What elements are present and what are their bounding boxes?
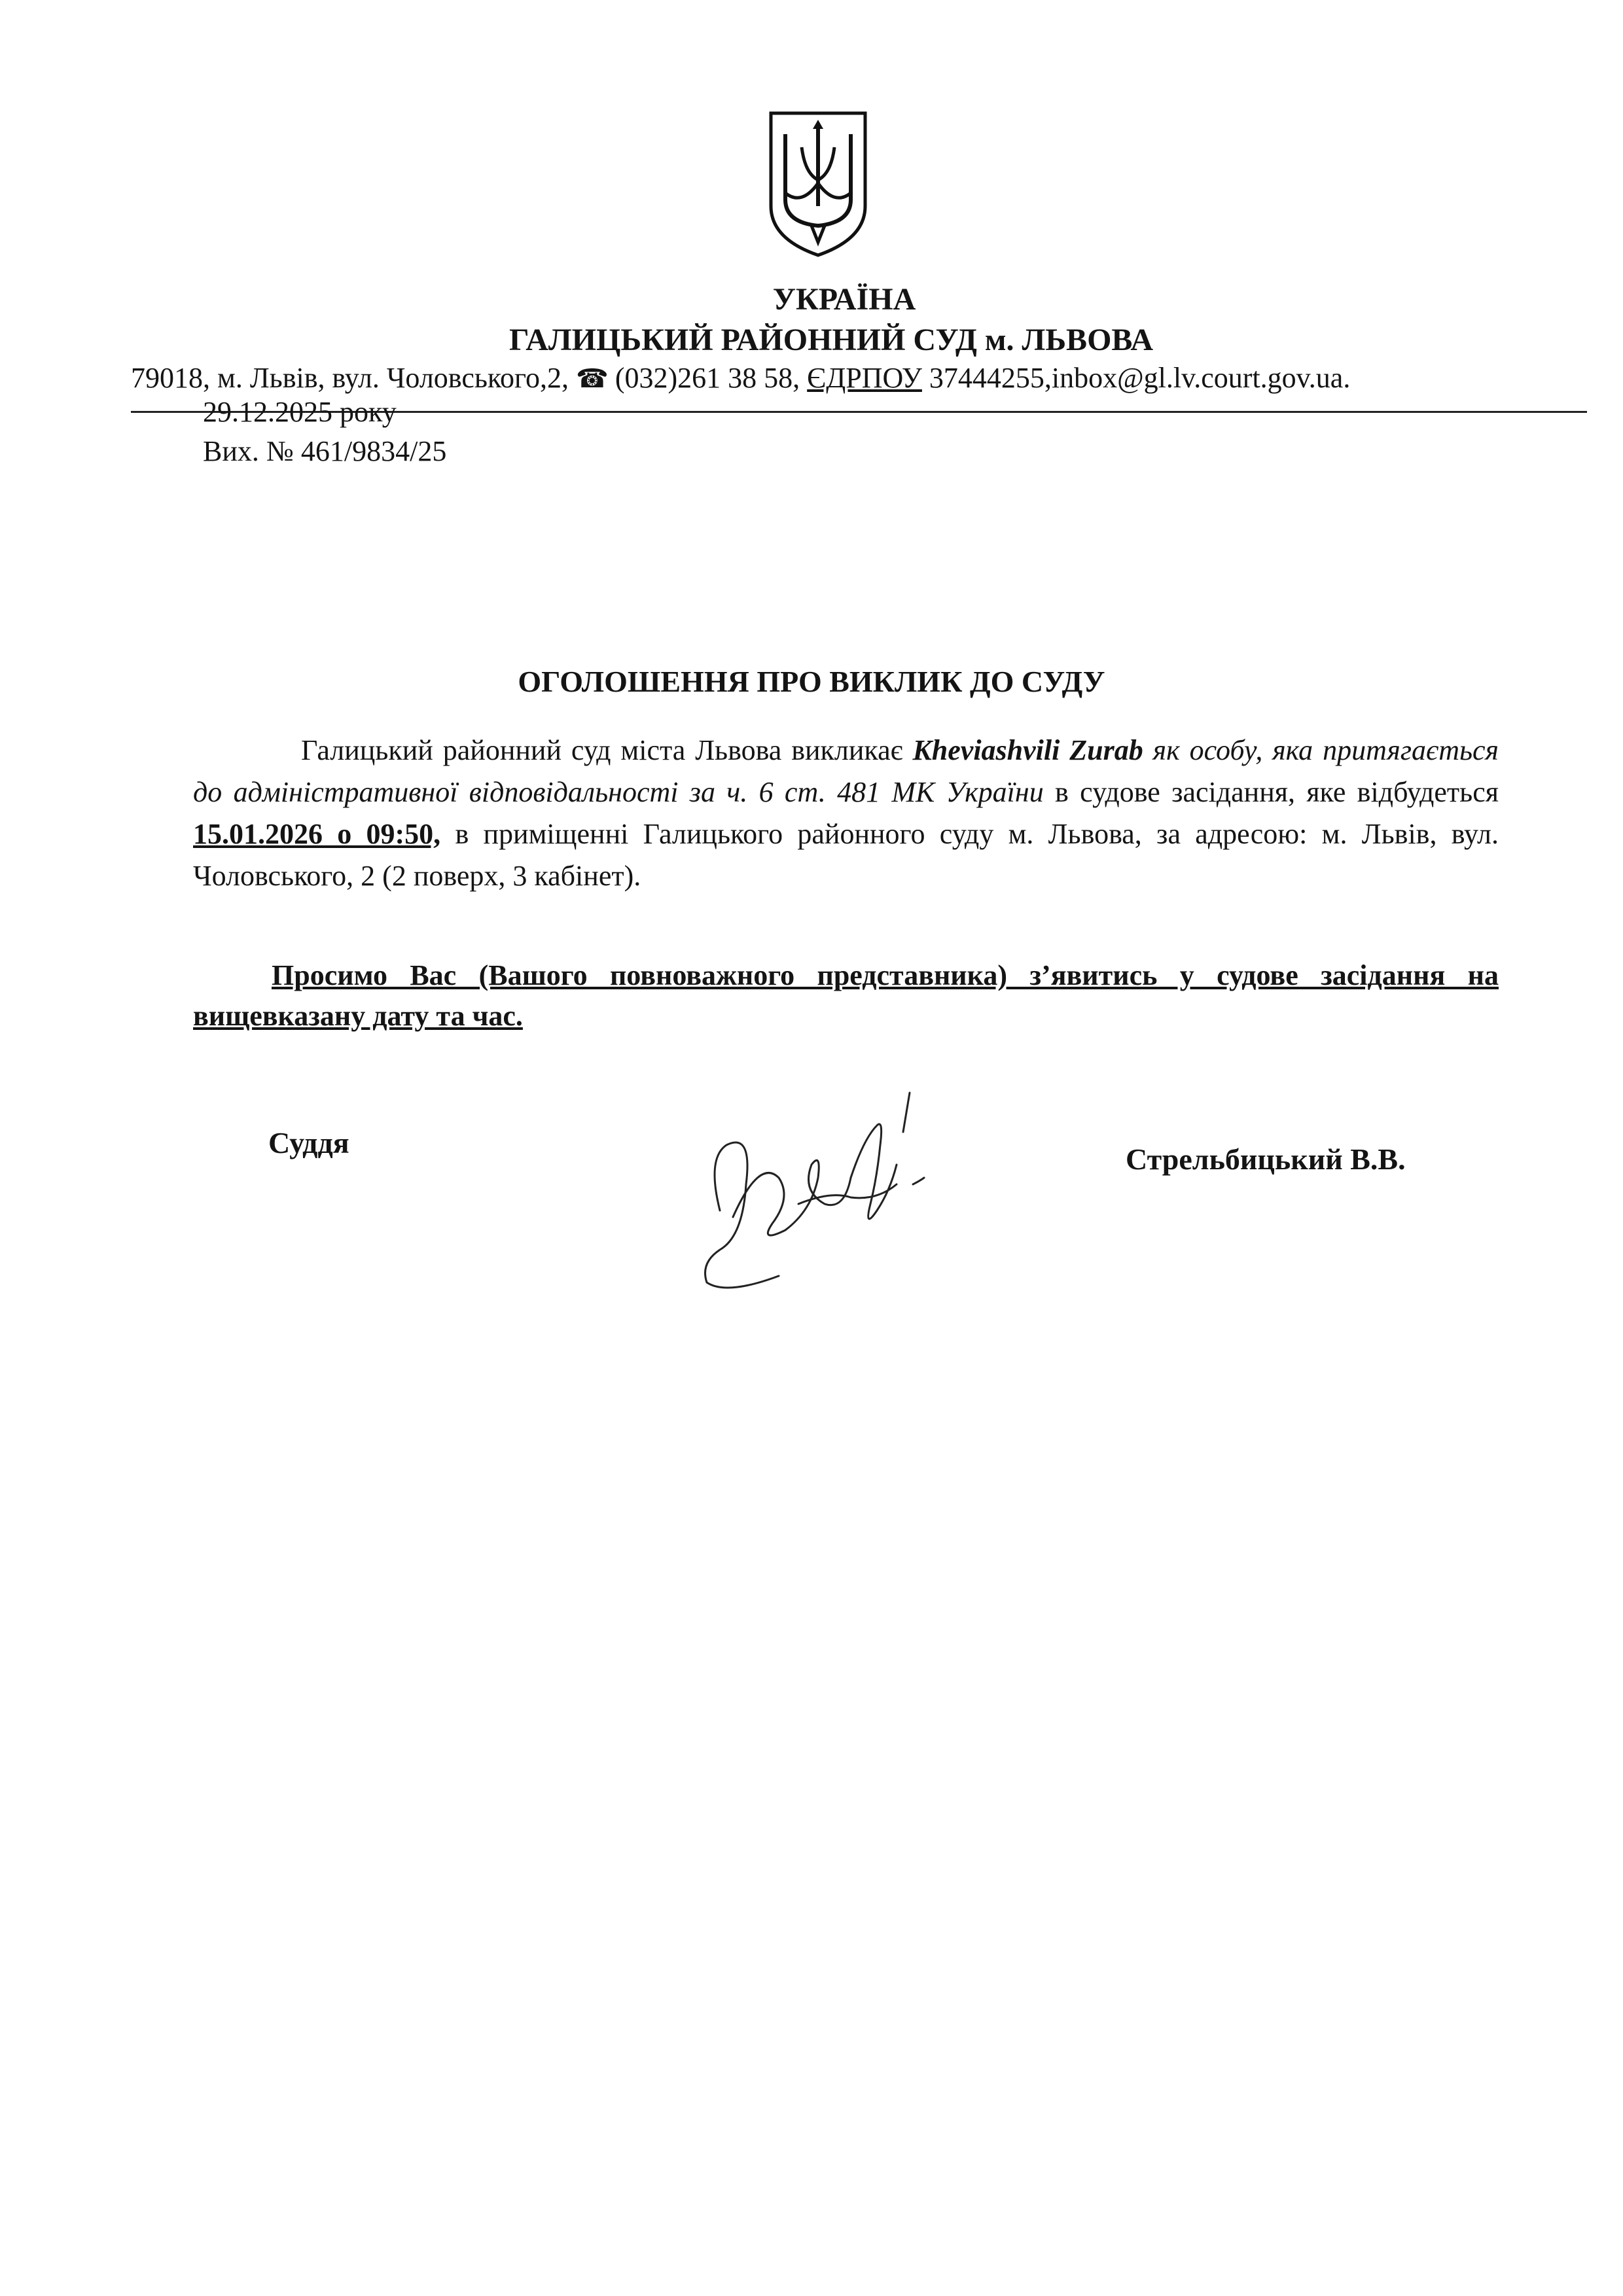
- handwritten-signature: [681, 1080, 942, 1302]
- summons-paragraph: [193, 730, 1499, 897]
- phone-icon: ☎: [576, 364, 615, 393]
- edrpou-email-text: 37444255,inbox@gl.lv.court.gov.ua.: [921, 362, 1351, 394]
- request-paragraph: [193, 955, 1499, 1036]
- court-name-heading: ГАЛИЦЬКИЙ РАЙОННИЙ СУД м. ЛЬВОВА: [508, 323, 1154, 357]
- body-role: як особу, яка притягається до адміністративної відповідальності за ч. 6 ст. 481 МК України: [193, 734, 1499, 808]
- body-intro: Галицький районний суд міста Львова викликає: [301, 734, 913, 766]
- coat-of-arms-icon: [766, 108, 870, 258]
- court-address-line: [131, 361, 1603, 395]
- edrpou-label: ЄДРПОУ: [807, 362, 922, 394]
- outgoing-number: Вих. № 461/9834/25: [203, 435, 447, 467]
- document-date: 29.12.2025 року: [203, 396, 397, 428]
- person-name: Kheviashvili Zurab: [912, 734, 1143, 766]
- document-title: ОГОЛОШЕННЯ ПРО ВИКЛИК ДО СУДУ: [518, 665, 1105, 698]
- address-text: 79018, м. Львів, вул. Чоловського,2,: [131, 362, 577, 394]
- judge-name: Стрельбицький В.В.: [1126, 1142, 1406, 1176]
- judge-role-label: Суддя: [268, 1126, 349, 1159]
- body-end: в приміщенні Галицького районного суду м. Львова, за адресою: м. Львів, вул. Чоловського, 2 (2 поверх, 3 кабінет).: [193, 818, 1499, 892]
- body-mid: в судове засідання, яке відбудеться: [1043, 776, 1499, 808]
- hearing-datetime: 15.01.2026 о 09:50,: [193, 818, 441, 850]
- country-heading: УКРАЇНА: [772, 282, 916, 317]
- request-text: Просимо Вас (Вашого повноважного представника) з’явитись у судове засідання на вищевказану дату та час.: [193, 959, 1499, 1032]
- phone-text: (032)261 38 58,: [615, 362, 808, 394]
